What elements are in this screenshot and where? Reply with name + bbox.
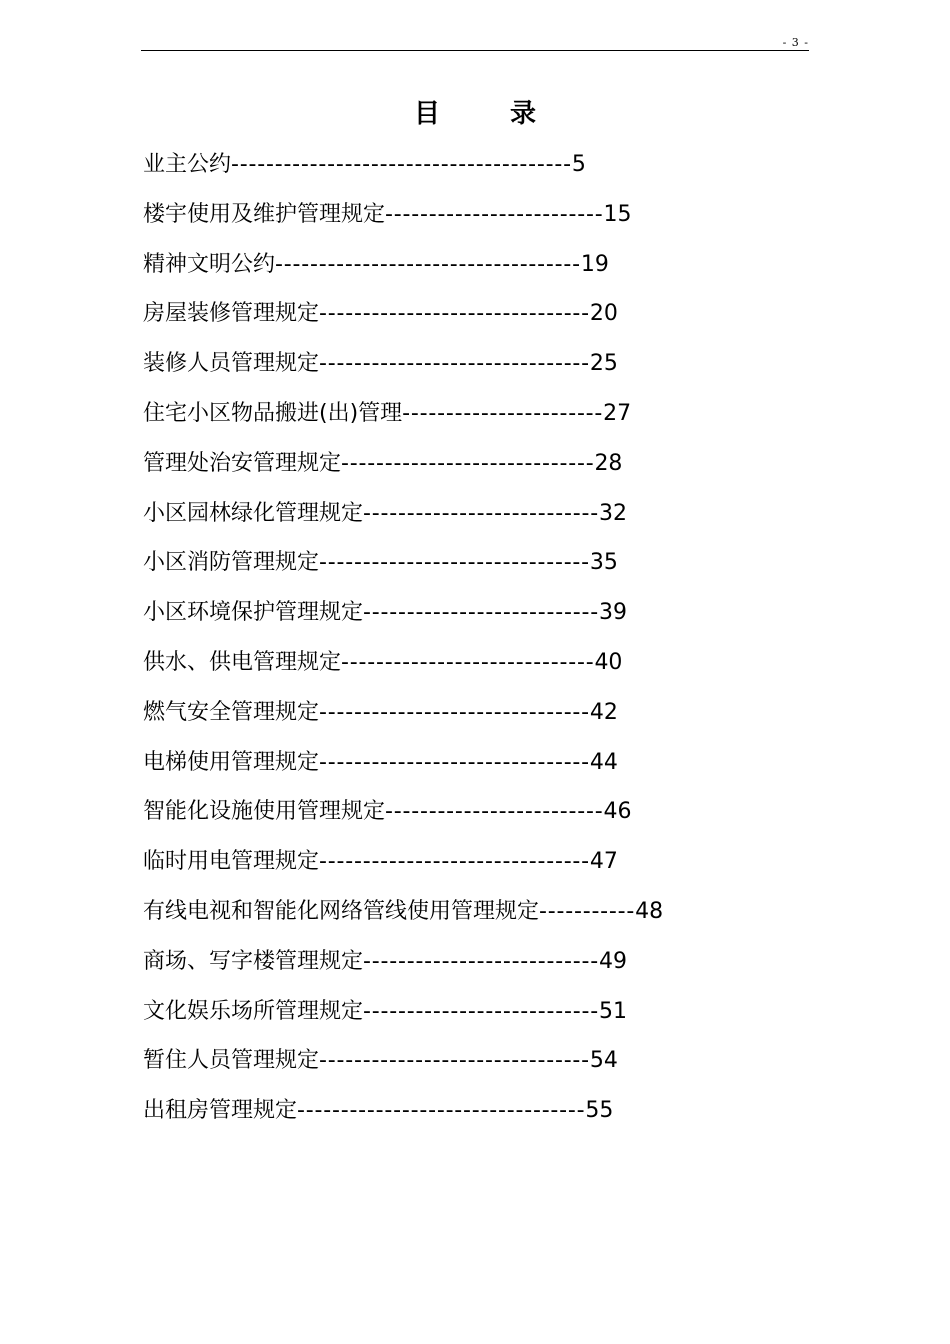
toc-entry[interactable] bbox=[143, 198, 663, 248]
toc-entry-page: 48 bbox=[635, 898, 664, 924]
toc-entry-page: 28 bbox=[594, 450, 623, 476]
toc-entry-title: 住宅小区物品搬进(出)管理 bbox=[143, 400, 403, 426]
toc-entry-title: 管理处治安管理规定 bbox=[143, 450, 342, 476]
toc-entry[interactable] bbox=[143, 1044, 663, 1094]
toc-entry-leader: --------------------------- bbox=[363, 600, 599, 626]
toc-entry-leader: ----------------------------------- bbox=[275, 251, 581, 277]
toc-entry-title: 小区消防管理规定 bbox=[143, 550, 320, 576]
toc-entry[interactable] bbox=[143, 795, 663, 845]
toc-entry[interactable] bbox=[143, 696, 663, 746]
toc-entry[interactable] bbox=[143, 596, 663, 646]
toc-title bbox=[0, 96, 950, 132]
toc-entry[interactable] bbox=[143, 646, 663, 696]
toc-entry-title: 燃气安全管理规定 bbox=[143, 699, 320, 725]
toc-entry-page: 5 bbox=[571, 152, 586, 177]
toc-entry[interactable] bbox=[143, 347, 663, 397]
toc-entry[interactable] bbox=[143, 248, 663, 298]
toc-entry-title: 智能化设施使用管理规定 bbox=[143, 799, 386, 825]
toc-entry-page: 15 bbox=[603, 201, 632, 227]
toc-entry-leader: ------------------------------- bbox=[319, 550, 590, 576]
toc-entry[interactable] bbox=[143, 397, 663, 447]
toc-entry-leader: ------------------------------- bbox=[319, 849, 590, 875]
toc-entry-page: 25 bbox=[589, 351, 618, 377]
toc-entry-page: 27 bbox=[603, 400, 632, 426]
toc-entry[interactable] bbox=[143, 447, 663, 497]
toc-entry[interactable] bbox=[143, 297, 663, 347]
toc-entry-leader: --------------------------- bbox=[363, 500, 599, 526]
toc-entry-page: 20 bbox=[589, 301, 618, 327]
toc-entry-page: 44 bbox=[589, 749, 618, 775]
toc-entry-title: 临时用电管理规定 bbox=[143, 849, 320, 875]
toc-entry-leader: ------------------------- bbox=[385, 799, 604, 825]
toc-entry-page: 35 bbox=[589, 550, 618, 576]
toc-entry-page: 47 bbox=[589, 849, 618, 875]
toc-entry-title: 暂住人员管理规定 bbox=[143, 1048, 320, 1074]
toc-entry-page: 46 bbox=[603, 799, 632, 825]
toc-entry-title: 出租房管理规定 bbox=[143, 1098, 298, 1124]
toc-entry-title: 房屋装修管理规定 bbox=[143, 301, 320, 327]
toc-entry-page: 32 bbox=[598, 500, 627, 526]
toc-entry-title: 精神文明公约 bbox=[143, 251, 276, 277]
toc-entry-page: 49 bbox=[598, 948, 627, 974]
toc-entry-title: 装修人员管理规定 bbox=[143, 351, 320, 377]
toc-entry-title: 供水、供电管理规定 bbox=[143, 649, 342, 675]
toc-list bbox=[143, 148, 663, 1144]
toc-entry-page: 39 bbox=[598, 600, 627, 626]
toc-entry-title: 业主公约 bbox=[143, 152, 232, 177]
toc-entry[interactable] bbox=[143, 148, 663, 198]
toc-entry-leader: ----------------------- bbox=[402, 400, 604, 426]
toc-entry-title: 有线电视和智能化网络管线使用管理规定 bbox=[143, 898, 540, 924]
toc-entry-title: 文化娱乐场所管理规定 bbox=[143, 998, 364, 1024]
toc-entry-leader: --------------------------- bbox=[363, 948, 599, 974]
toc-entry[interactable] bbox=[143, 995, 663, 1045]
toc-entry-leader: --------------------------------- bbox=[297, 1098, 586, 1124]
toc-entry-leader: ----------------------------- bbox=[341, 649, 595, 675]
toc-entry[interactable] bbox=[143, 546, 663, 596]
header-rule bbox=[141, 50, 809, 51]
toc-entry-leader: ------------------------------- bbox=[319, 749, 590, 775]
toc-entry[interactable] bbox=[143, 845, 663, 895]
toc-entry[interactable] bbox=[143, 746, 663, 796]
toc-entry-title: 小区环境保护管理规定 bbox=[143, 600, 364, 626]
toc-entry-leader: ------------------------------- bbox=[319, 1048, 590, 1074]
toc-entry[interactable] bbox=[143, 497, 663, 547]
toc-entry-page: 40 bbox=[594, 649, 623, 675]
toc-title-char-2: 录 bbox=[509, 99, 536, 129]
toc-entry-leader: --------------------------------------- bbox=[231, 152, 572, 177]
toc-entry-title: 电梯使用管理规定 bbox=[143, 749, 320, 775]
toc-entry-leader: --------------------------- bbox=[363, 998, 599, 1024]
toc-entry-leader: ------------------------------- bbox=[319, 699, 590, 725]
toc-entry-page: 51 bbox=[598, 998, 627, 1024]
toc-entry[interactable] bbox=[143, 1094, 663, 1144]
toc-entry-title: 楼宇使用及维护管理规定 bbox=[143, 201, 386, 227]
toc-entry-leader: ----------------------------- bbox=[341, 450, 595, 476]
toc-entry-page: 55 bbox=[585, 1098, 614, 1124]
toc-entry[interactable] bbox=[143, 945, 663, 995]
toc-entry-page: 42 bbox=[589, 699, 618, 725]
toc-entry-leader: ----------- bbox=[539, 898, 636, 924]
toc-entry-leader: ------------------------- bbox=[385, 201, 604, 227]
toc-entry-title: 小区园林绿化管理规定 bbox=[143, 500, 364, 526]
toc-entry-page: 54 bbox=[589, 1048, 618, 1074]
toc-title-char-1: 目 bbox=[413, 99, 440, 129]
toc-entry-leader: ------------------------------- bbox=[319, 301, 590, 327]
toc-entry-leader: ------------------------------- bbox=[319, 351, 590, 377]
toc-entry-page: 19 bbox=[580, 251, 609, 277]
toc-entry[interactable] bbox=[143, 895, 663, 945]
page-number: - 3 - bbox=[782, 36, 809, 49]
toc-entry-title: 商场、写字楼管理规定 bbox=[143, 948, 364, 974]
